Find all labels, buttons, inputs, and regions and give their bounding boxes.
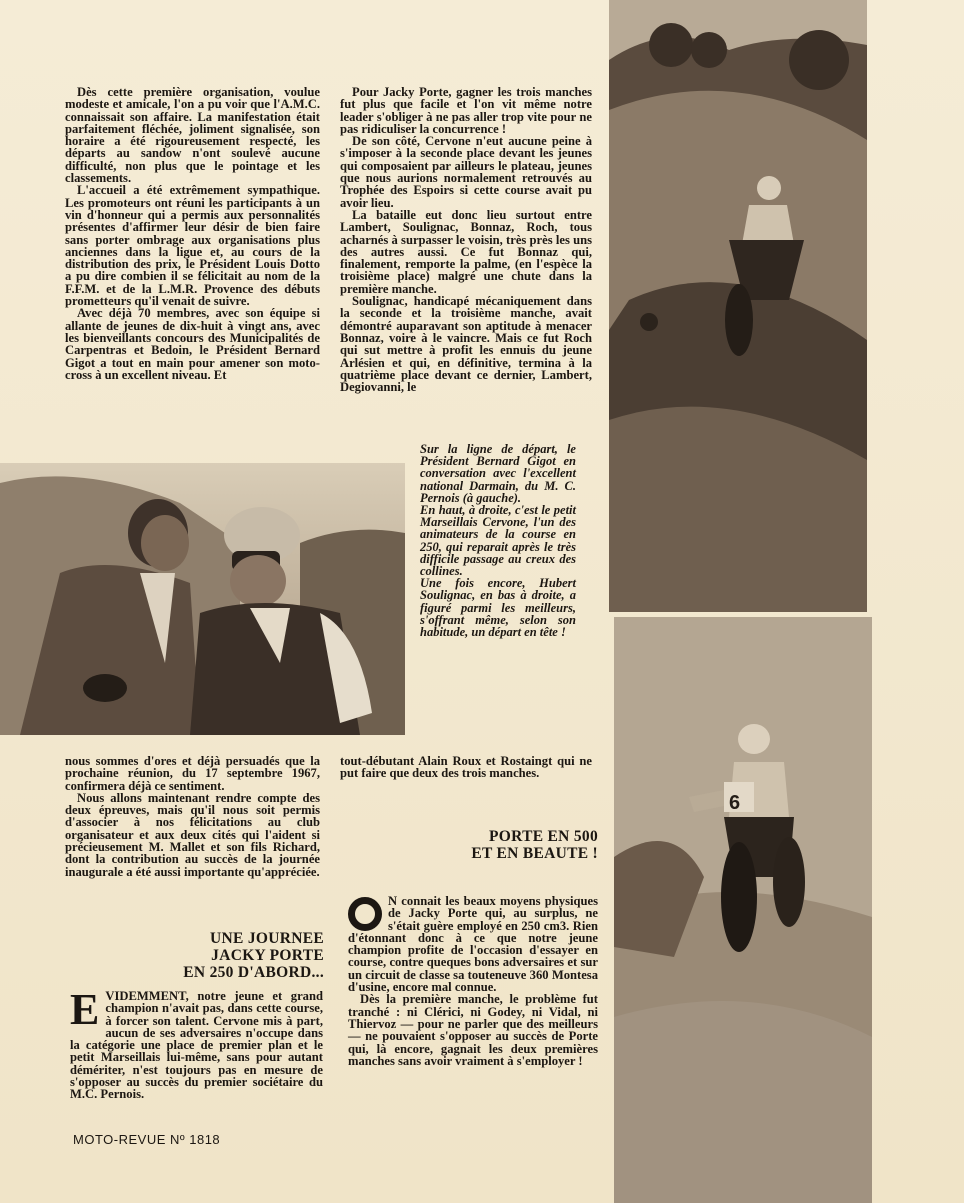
paragraph: Dès cette première organisation, voulue modeste et amicale, l'on a pu voir que l'A.M.C. connaissait son affaire. La manifestation était parfaitement fléchée, joliment signalisée, son horaire a été rigoureusement respecté, les départs au sandow n'ont soulevé aucune difficulté, non plus que le pointage et les classements.: [65, 85, 320, 186]
section-heading-right: [380, 828, 598, 862]
photo-caption: [420, 443, 576, 638]
paragraph: tout-débutant Alain Roux et Rostaingt qui ne put faire que deux des trois manches.: [340, 754, 592, 781]
heading-line: EN 250 D'ABORD...: [183, 964, 324, 981]
article-column-middle-bottom: [340, 755, 592, 780]
paragraph: Avec déjà 70 membres, avec son équipe si allante de jeunes de dix-huit à vingt ans, avec les bienveillants concours des Municipalités de Carpentras et Bedoin, le Président Bernard Gigot a tout en main pour amener son moto-cross à un excellent niveau. Et: [65, 306, 320, 382]
paragraph: VIDEMMENT, notre jeune et grand champion n'avait pas, dans cette course, à forcer son talent. Cervone mis à part, aucun de ses adversaires n'occupe dans la catégorie une place de premier plan et le petit Marseillais lui-même, sans pour autant démériter, n'est toujours pas en mesure de s'opposer au succès du premier sociétaire du M.C. Pernois.: [70, 989, 323, 1102]
paragraph: Soulignac, handicapé mécaniquement dans la seconde et la troisième manche, avait démontré auparavant son aptitude à menacer Bonnaz, voire à le vaincre. Mais ce fut Roch qui sut mettre à profit les ennuis du jeune Arlésien et qui, en définitive, termina à la quatrième place devant ce dernier, Lambert, Degiovanni, le: [340, 294, 592, 395]
section-heading-left: [110, 930, 324, 981]
paragraph: De son côté, Cervone n'eut aucune peine à s'imposer à la seconde place devant les jeunes qui composaient par ailleurs le plateau, jeunes que nous aurions normalement retrouvés au Trophée des Espoirs si cette course avait pu avoir lieu.: [340, 134, 592, 210]
article-column-middle-top: [340, 86, 592, 393]
race-plate-number: 6: [729, 792, 741, 814]
caption-paragraph: Sur la ligne de départ, le Président Bernard Gigot en conversation avec l'excellent national Darmain, du M. C. Pernois (à gauche).: [420, 442, 576, 505]
article-body-right: [348, 895, 598, 1067]
drop-cap-o-icon: [348, 897, 382, 931]
article-column-left-top: [65, 86, 320, 381]
article-column-left-bottom: [65, 755, 320, 878]
drop-cap: E: [70, 985, 100, 1034]
paragraph: L'accueil a été extrêmement sympathique. Les promoteurs ont réuni les participants à un vin d'honneur qui a permis aux personnalités présentes d'affirmer leur désir de bien faire sans porter ombrage aux organisations plus anciennes dans la ligue et, au cours de la distribution des prix, le Président Louis Dotto a pu dire combien il se félicitait au nom de la F.F.M. et de la L.M.R. Provence des débuts prometteurs qu'il venait de suivre.: [65, 183, 320, 309]
paragraph: Dès la première manche, le problème fut tranché : ni Clérici, ni Godey, ni Vidal, ni Thiervoz — pour ne parler que des meilleurs — ne pouvaient s'opposer au succès de Porte qui, là encore, gagnait les deux premières manches sans avoir vraiment à s'employer !: [348, 992, 598, 1068]
paragraph: N connait les beaux moyens physiques de Jacky Porte qui, au surplus, ne s'était guère employé en 250 cm3. Rien d'étonnant donc à ce que notre jeune champion profite de l'occasion d'essayer en course, contre queques bons adversaires et sur un circuit de classe sa touteneuve 360 Montesa d'usine, encore mal connue.: [348, 894, 598, 995]
paragraph: nous sommes d'ores et déjà persuadés que la prochaine réunion, du 17 septembre 1967, confirmera déjà ce sentiment.: [65, 754, 320, 793]
caption-paragraph: En haut, à droite, c'est le petit Marseillais Cervone, l'un des animateurs de la course en 250, qui reparait après le très difficile passage au creux des collines.: [420, 503, 576, 579]
heading-line: UNE JOURNEE: [210, 930, 324, 947]
paragraph: Pour Jacky Porte, gagner les trois manches fut plus que facile et l'on vit même notre leader s'obliger à ne pas aller trop vite pour ne pas ridiculiser la concurrence !: [340, 85, 592, 136]
caption-paragraph: Une fois encore, Hubert Soulignac, en bas à droite, a figuré parmi les meilleurs, s'offrant même, selon son habitude, un départ en tête !: [420, 576, 576, 640]
paragraph: Nous allons maintenant rendre compte des deux épreuves, mais qu'il nous soit permis d'associer à nos félicitations au club organisateur et aux deux cités qui l'aident si précieusement M. Mallet et son fils Richard, dont la contribution au succès de la journée inaugurale a été aussi importante qu'appréciée.: [65, 790, 320, 879]
heading-line: ET EN BEAUTE !: [471, 845, 598, 862]
heading-line: JACKY PORTE: [211, 947, 324, 964]
paragraph: La bataille eut donc lieu surtout entre Lambert, Soulignac, Bonnaz, Roch, tous acharnés à surpasser le voisin, très près les uns des autres aussi. Ce fut Bonnaz qui, finalement, remporte la palme, (en l'espèce la troisième place) malgré une chute dans la première manche.: [340, 207, 592, 296]
heading-line: PORTE EN 500: [489, 828, 598, 845]
photo-cervone-on-hill: [609, 0, 867, 612]
article-body-left: [70, 985, 323, 1102]
photo-soulignac-start: [614, 617, 872, 1203]
photo-president-and-rider: [0, 463, 405, 735]
page-footer: MOTO-REVUE Nº 1818: [73, 1132, 221, 1147]
